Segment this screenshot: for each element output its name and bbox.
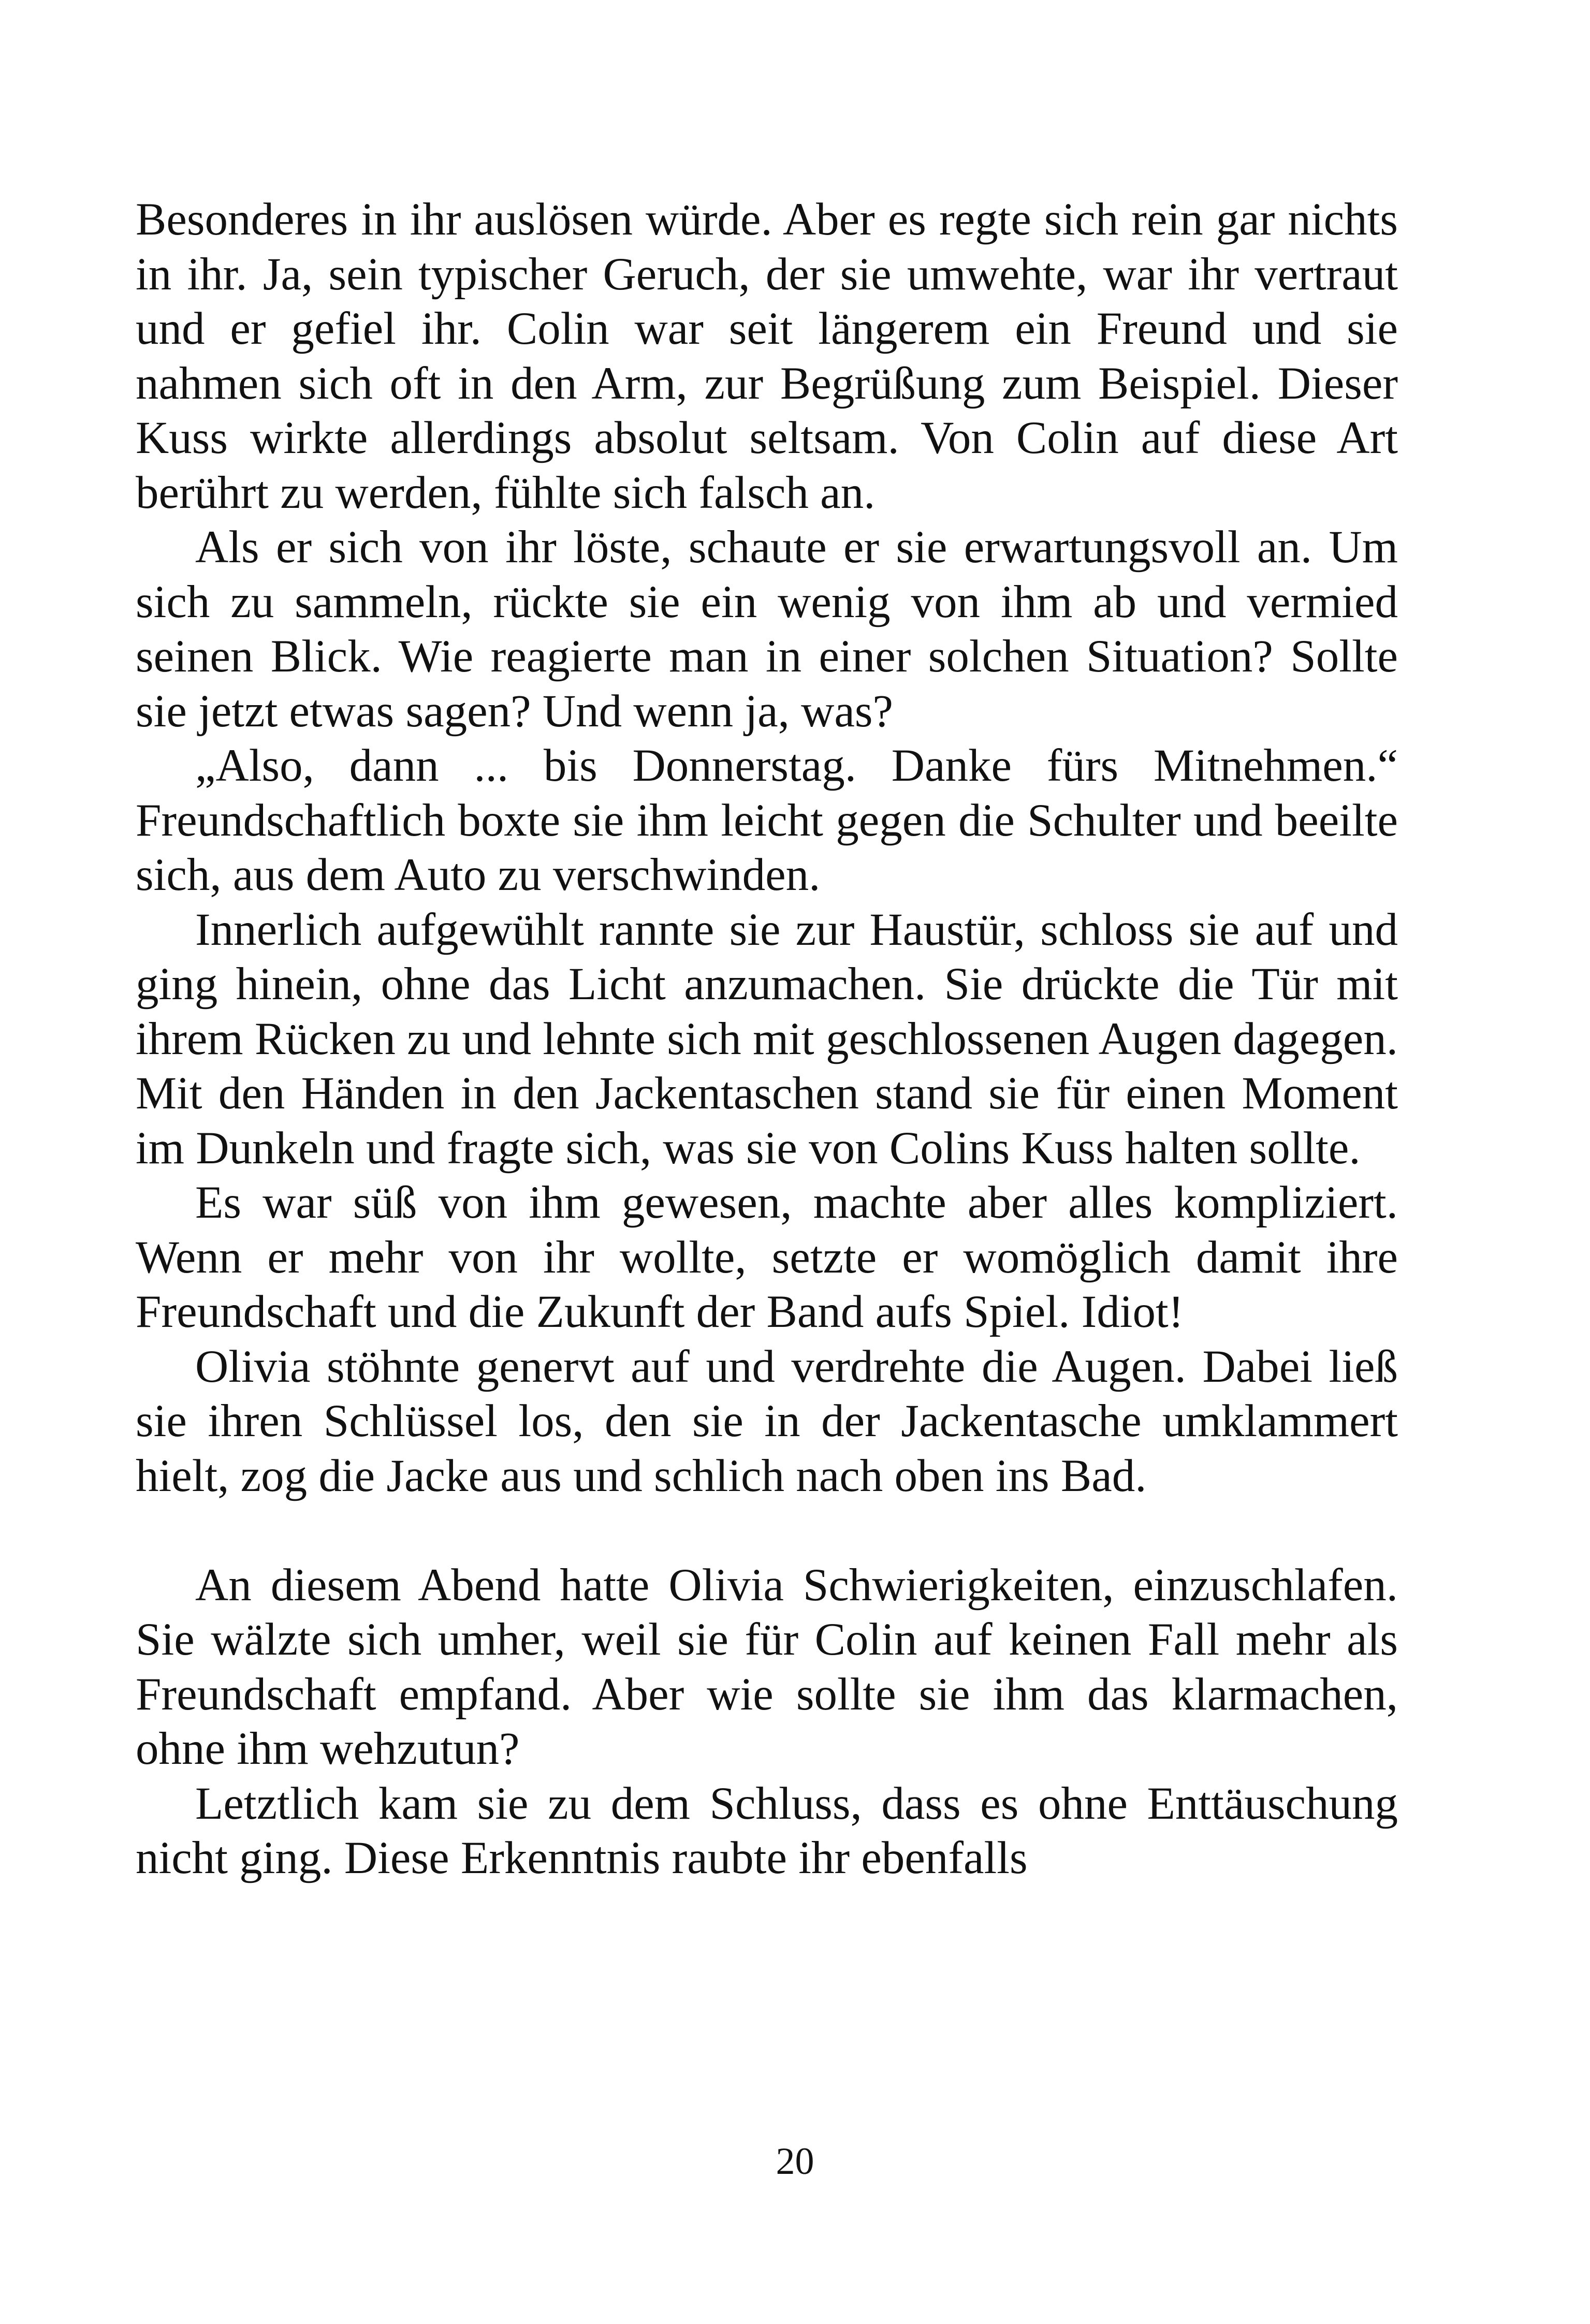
paragraph: Als er sich von ihr löste, schaute er sie erwartungsvoll an. Um sich zu sammeln, rückte sie ein wenig von ihm ab und vermied seinen Blick. Wie reagierte man in einer solchen Situation? Sollte sie jetzt etwas sagen? Und wenn ja, was? — [136, 522, 1398, 737]
page-number: 20 — [776, 2140, 814, 2183]
paragraph: Letztlich kam sie zu dem Schluss, dass es ohne Enttäuschung nicht ging. Diese Erkenntnis raubte ihr ebenfalls — [136, 1778, 1398, 1883]
paragraph: Olivia stöhnte genervt auf und verdrehte die Augen. Dabei ließ sie ihren Schlüssel los, den sie in der Jackentasche umklammert hielt, zog die Jacke aus und schlich nach oben ins Bad. — [136, 1341, 1398, 1501]
paragraph: Innerlich aufgewühlt rannte sie zur Haustür, schloss sie auf und ging hinein, ohne das Licht anzumachen. Sie drückte die Tür mit ihrem Rücken zu und lehnte sich mit geschlossenen Augen dagegen. Mit den Händen in den Jackentaschen stand sie für einen Moment im Dunkeln und fragte sich, was sie von Colins Kuss halten sollte. — [136, 904, 1398, 1174]
paragraph-scene-break: An diesem Abend hatte Olivia Schwierigkeiten, einzuschlafen. Sie wälzte sich umher, weil sie für Colin auf keinen Fall mehr als Freundschaft empfand. Aber wie sollte sie ihm das klarmachen, ohne ihm wehzutun? — [136, 1559, 1398, 1774]
paragraph: Es war süß von ihm gewesen, machte aber alles kompliziert. Wenn er mehr von ihr wollte, setzte er womöglich damit ihre Freundschaft und die Zukunft der Band aufs Spiel. Idiot! — [136, 1177, 1398, 1337]
body-text — [136, 193, 1398, 1886]
paragraph-continuation: Besonderes in ihr auslösen würde. Aber es regte sich rein gar nichts in ihr. Ja, sein typischer Geruch, der sie umwehte, war ihr vertraut und er gefiel ihr. Colin war seit längerem ein Freund und sie nahmen sich oft in den Arm, zur Begrüßung zum Beispiel. Dieser Kuss wirkte allerdings absolut seltsam. Von Colin auf diese Art berührt zu werden, fühlte sich falsch an. — [136, 194, 1398, 518]
paragraph-dialogue: „Also, dann ... bis Donnerstag. Danke fürs Mitnehmen.“ Freundschaftlich boxte sie ihm leicht gegen die Schulter und beeilte sich, aus dem Auto zu verschwinden. — [136, 740, 1398, 900]
